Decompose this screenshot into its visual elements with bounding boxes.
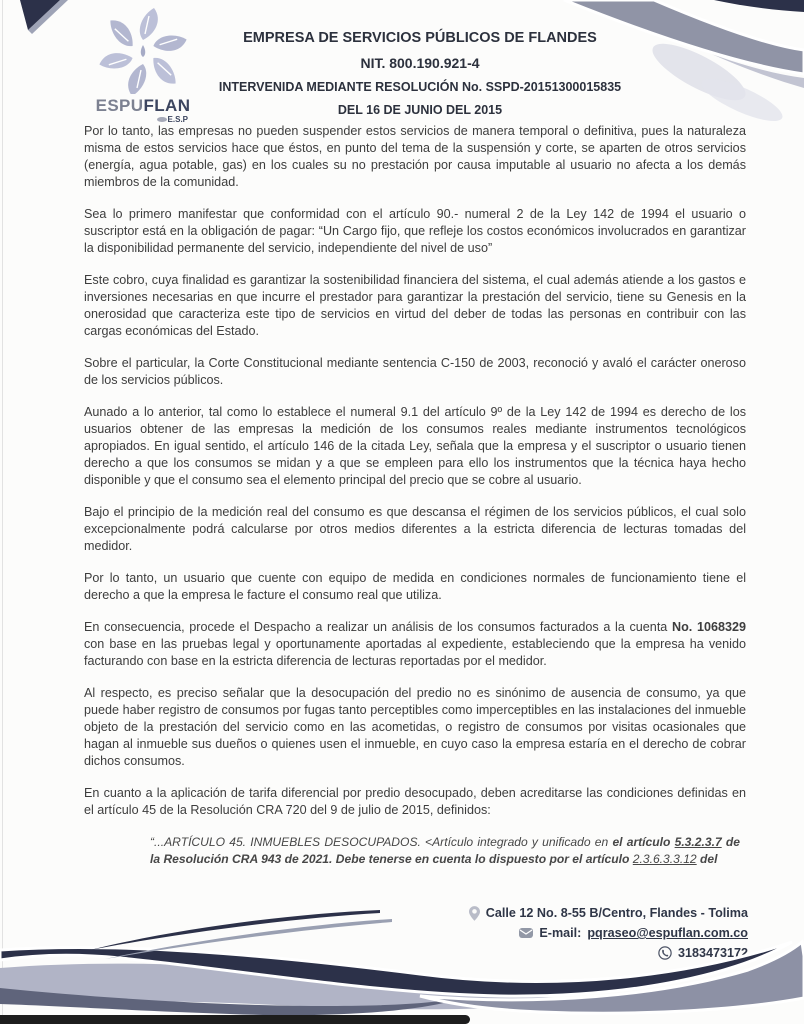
leaf-ring-logo-icon [93, 6, 193, 94]
paragraph [84, 206, 746, 257]
company-logo [84, 6, 202, 124]
letterhead [186, 30, 654, 117]
resolution-article-link[interactable]: 2.3.6.3.3.12 [632, 851, 697, 866]
paragraph-text: “...ARTÍCULO 45. INMUEBLES DESOCUPADOS. <Artículo integrado y unificado en [150, 835, 613, 849]
paragraph [84, 785, 746, 819]
paragraph [84, 504, 746, 555]
paragraph [84, 685, 746, 770]
logo-wordmark [84, 97, 202, 115]
paragraph-text: Sea lo primero manifestar que conformidad con el artículo 90.- numeral 2 de la Ley 142 de 1994 el usuario o suscriptor está en la obligación de pagar: “Un Cargo fijo, que refleje los costos económicos involucrados en garantizar la disponibilidad permanente del servicio, independiente del nivel de uso” [84, 207, 746, 255]
resolution-article-link[interactable]: 5.3.2.3.7 [674, 835, 722, 849]
paragraph-text: el artículo [612, 835, 675, 849]
email-label: E-mail: [539, 926, 582, 940]
paragraph-text: Bajo el principio de la medición real del consumo es que descansa el régimen de los servicios públicos, el cual solo excepcionalmente podrá calcularse por otros medios diferentes a la estricta diferencia de lecturas tomadas del medidor. [84, 505, 746, 553]
paragraph [84, 123, 746, 191]
phone-number: 3183473172 [677, 946, 748, 960]
paragraph [84, 272, 746, 340]
paragraph-text: Por lo tanto, las empresas no pueden suspender estos servicios de manera temporal o definitiva, pues la naturaleza misma de estos servicios hace que éstos, en punto del tema de la suspensión y corte, se aparten de otros servicios (energía, agua potable, gas) en los cuales su no prestación por causa imputable al usuario no afecta a los demás miembros de la comunidad. [84, 124, 746, 189]
scan-edge-line [2, 0, 3, 1024]
paragraph-text: Al respecto, es preciso señalar que la desocupación del predio no es sinónimo de ausencia de consumo, ya que puede haber registro de consumos por fugas tanto perceptibles como imperceptibles en las instalaciones del inmueble objeto de la prestación del servicio como en las acometidas, o registro de consumos por visitas ocasionales que hagan al inmueble sus dueños o quienes usen el inmueble, en cuyo caso la empresa estaría en el derecho de cobrar dichos consumos. [84, 686, 746, 768]
email-link[interactable]: pqraseo@espuflan.com.co [587, 926, 748, 940]
paragraph-text: En consecuencia, procede el Despacho a realizar un análisis de los consumos facturados a la cuenta [84, 620, 672, 634]
company-nit: NIT. 800.190.921-4 [360, 55, 480, 71]
paragraph [84, 404, 746, 489]
paragraph-text: Aunado a lo anterior, tal como lo establece el numeral 9.1 del artículo 9º de la Ley 142 de 1994 es derecho de los usuarios obtener de las empresas la medición de los consumos reales mediante instrumentos tecnológicos apropiados. En igual sentido, el artículo 146 de la citada Ley, señala que la empresa y el suscriptor o usuario tienen derecho a que los consumos se midan y a que se empleen para ello los instrumentos que la técnica haya hecho disponible y que el consumo sea el elemento principal del precio que se cobre al usuario. [84, 405, 746, 487]
paragraph-text: Este cobro, cuya finalidad es garantizar la sostenibilidad financiera del sistema, el cual además atiende a los gastos e inversiones necesarias en que incurre el prestador para garantizar la prestación del servicio, tiene su Genesis en la onerosidad que caracteriza este tipo de servicios en virtud del deber de todas las personas en contribuir con las cargas económicas del Estado. [84, 273, 746, 338]
corner-triangle-graphic [0, 0, 80, 40]
logo-subtitle: E.S.P [84, 115, 202, 124]
logo-leaf-mark-icon [157, 117, 167, 122]
company-name: EMPRESA DE SERVICIOS PÚBLICOS DE FLANDES [243, 30, 597, 46]
paragraph [84, 570, 746, 604]
paragraph-text: No. 1068329 [672, 620, 746, 634]
paragraph-text: En cuanto a la aplicación de tarifa diferencial por predio desocupado, deben acreditarse las condiciones definidas en el artículo 45 de la Resolución CRA 720 del 9 de julio de 2015, definidos: [84, 786, 746, 817]
logo-text-espu: ESPU [95, 96, 144, 115]
logo-text-flan: FLAN [143, 96, 191, 115]
scan-bottom-bar [0, 1015, 470, 1024]
paragraph-text: Por lo tanto, un usuario que cuente con equipo de medida en condiciones normales de funcionamiento tiene el derecho a que la empresa le facture el consumo real que utiliza. [84, 571, 746, 602]
paragraph-text: con base en las pruebas legal y oportunamente aportadas al expediente, estableciendo que la empresa ha venido facturando con base en la estricta diferencia de lecturas reportadas por el medidor. [84, 637, 746, 668]
intervention-resolution: INTERVENIDA MEDIANTE RESOLUCIÓN No. SSPD-20151300015835 [218, 80, 622, 94]
paragraph-text: Sobre el particular, la Corte Constitucional mediante sentencia C-150 de 2003, reconoció y avaló el carácter oneroso de los servicios públicos. [84, 356, 746, 387]
paragraph-text: del [696, 851, 718, 866]
footer-swoosh-graphic [0, 900, 804, 1024]
paragraph-text: de la Resolución CRA 943 de 2021. Debe tenerse en cuenta lo dispuesto por el artículo [150, 835, 740, 866]
resolution-date: DEL 16 DE JUNIO DEL 2015 [337, 103, 503, 117]
paragraph [84, 355, 746, 389]
quoted-article-paragraph [150, 834, 740, 867]
document-body [84, 123, 746, 882]
paragraph [84, 619, 746, 670]
address-text: Calle 12 No. 8-55 B/Centro, Flandes - Tolima [485, 906, 748, 920]
